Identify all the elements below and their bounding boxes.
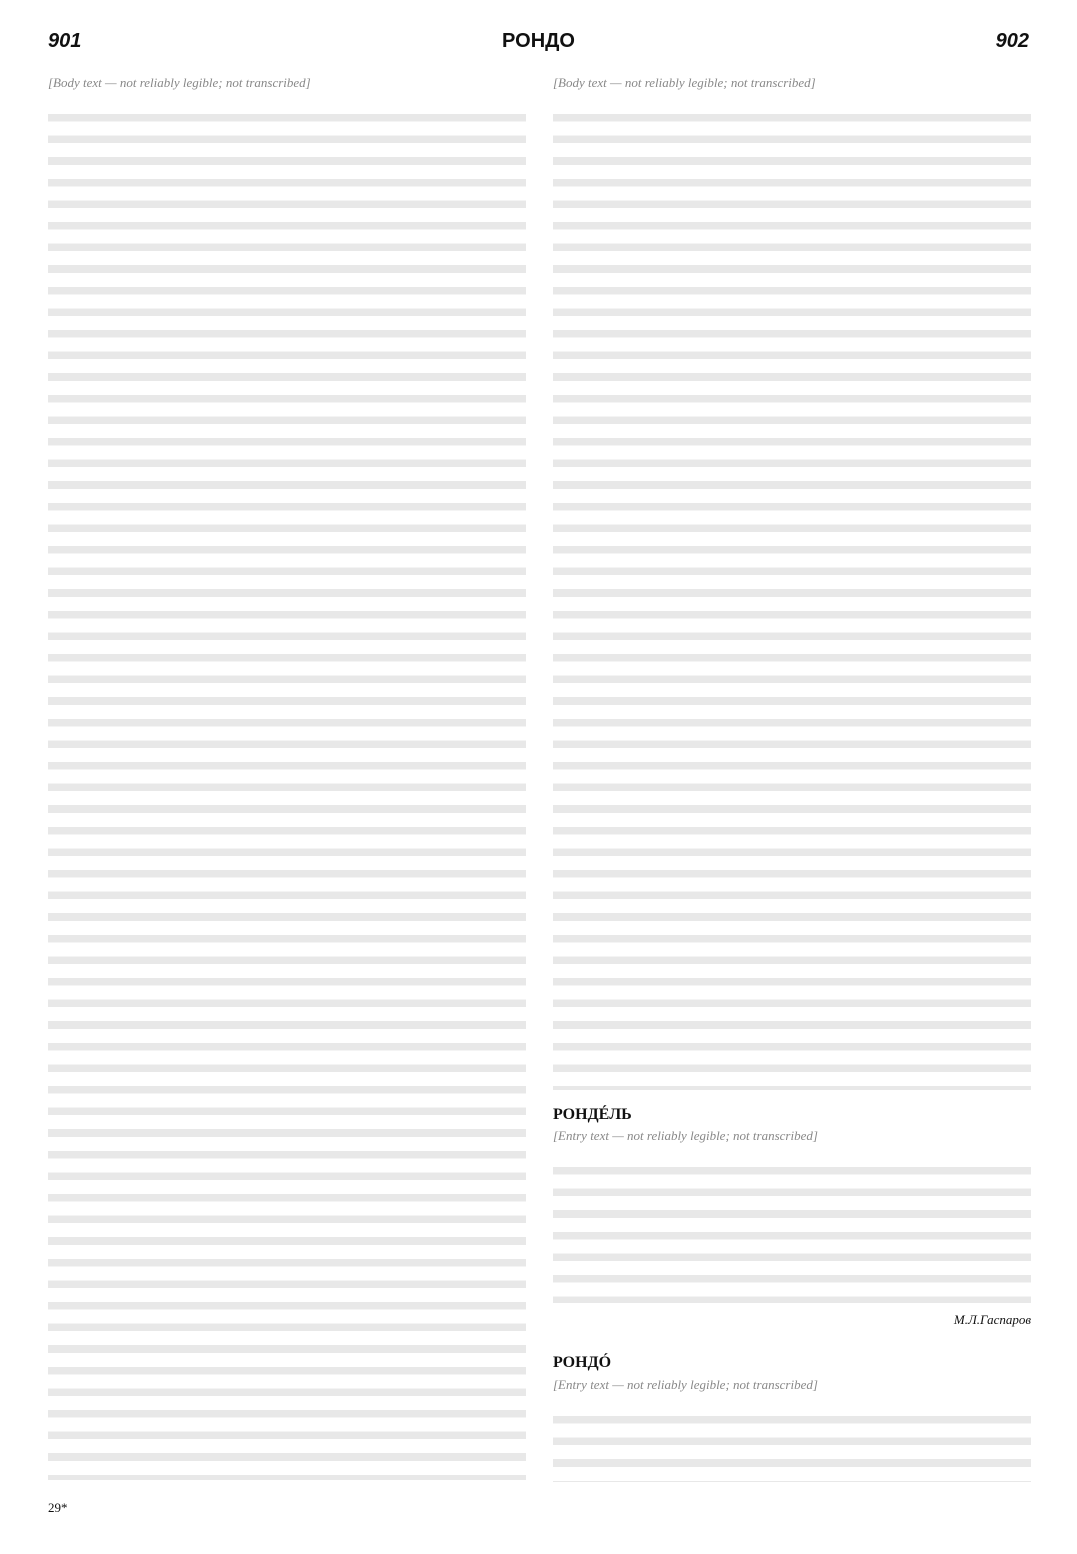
entry-author: М.Л.Гаспаров <box>953 1311 1031 1327</box>
column-left <box>48 72 526 1486</box>
untranscribed-note: [Body text — not reliably legible; not transcribed] <box>553 75 816 90</box>
text-block-placeholder <box>48 100 526 1480</box>
text-block-placeholder <box>553 100 1031 1090</box>
running-title: РОНДО <box>502 30 575 52</box>
column-right <box>553 72 1031 1488</box>
page-number-left: 901 <box>48 30 82 52</box>
untranscribed-note: [Body text — not reliably legible; not transcribed] <box>48 75 311 90</box>
untranscribed-note: [Entry text — not reliably legible; not transcribed] <box>553 1128 818 1144</box>
signature-mark: 29* <box>48 1500 68 1515</box>
entry-rondo <box>553 1352 1031 1481</box>
running-header <box>48 30 1029 60</box>
text-block-placeholder <box>553 1153 1031 1303</box>
entry-headword: РОНДÓ <box>553 1354 612 1372</box>
entry-rondel <box>553 1104 1031 1331</box>
text-block-placeholder <box>553 1402 1031 1482</box>
entry-headword: РОНДÉЛЬ <box>553 1105 632 1123</box>
page-number-right: 902 <box>995 30 1029 52</box>
untranscribed-note: [Entry text — not reliably legible; not transcribed] <box>553 1376 818 1392</box>
